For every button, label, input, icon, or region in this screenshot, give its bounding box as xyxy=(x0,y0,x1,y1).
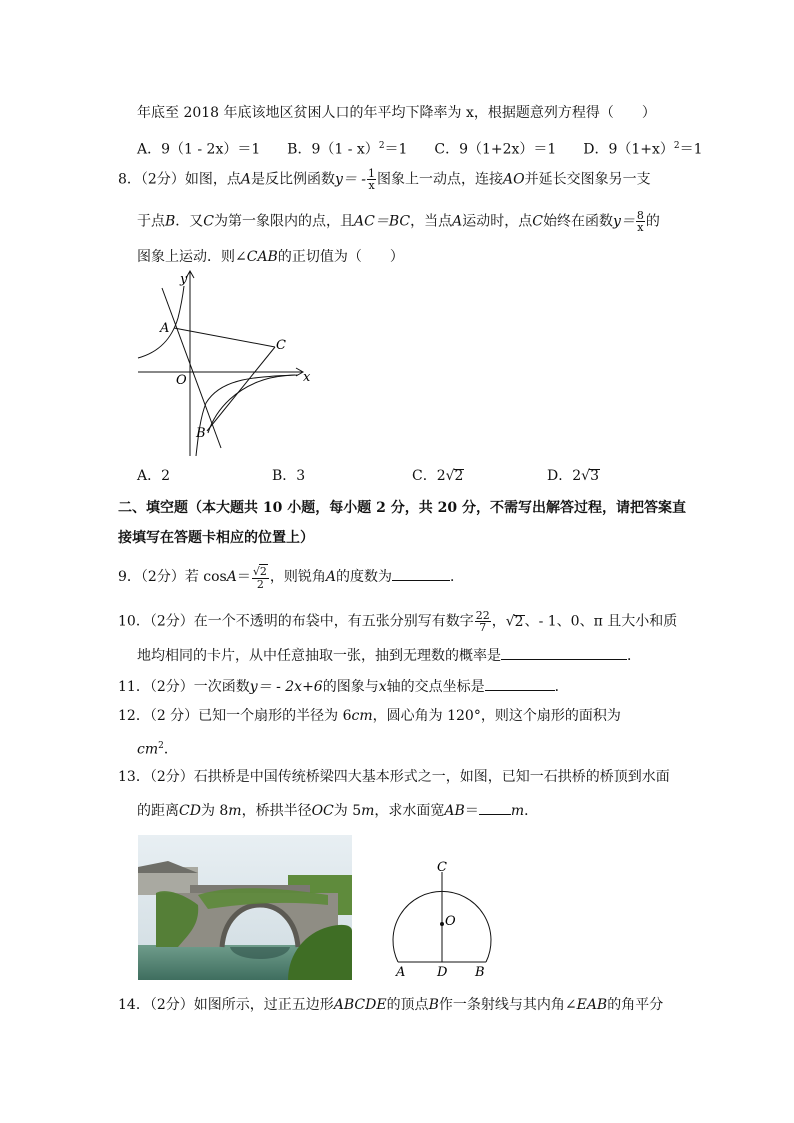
q8-function-2: y＝ xyxy=(612,213,635,230)
q13-m3: m xyxy=(510,803,525,819)
q10-post: 、- 1、0、π 且大小和质 xyxy=(524,613,678,630)
q14-abcde: ABCDE xyxy=(333,997,387,1013)
q10-mid: ， xyxy=(491,613,506,630)
q8-point-c2: C xyxy=(532,213,543,230)
graph-label-x: x xyxy=(303,370,311,385)
line-bc xyxy=(207,347,275,431)
q10-line2 xyxy=(137,645,641,666)
q12-unit: cm xyxy=(137,741,159,758)
line-ac xyxy=(174,328,275,347)
q13-answer-blank[interactable] xyxy=(479,800,511,815)
q8-option-c: C．2√2 xyxy=(412,468,464,484)
q14-end: 的角平分 xyxy=(607,997,664,1013)
q9 xyxy=(118,564,464,590)
q10-answer-blank[interactable] xyxy=(501,645,627,660)
q13-m1: m xyxy=(228,803,242,819)
q13-ab: AB xyxy=(444,803,465,819)
q9-pre: 9．（2分）若 cos xyxy=(118,569,227,585)
q11-x: x xyxy=(378,679,387,695)
q9-post2: 的度数为 xyxy=(335,569,392,585)
q9-a: A xyxy=(226,569,237,585)
q13-oc: OC xyxy=(311,803,334,819)
q8-line2-c: 为第一象限内的点，且 xyxy=(214,213,355,230)
q13-m2: m xyxy=(361,803,375,819)
q8-line3-b: 的正切值为（ ） xyxy=(277,249,404,265)
q8-text3: 并延长交图象另一支 xyxy=(524,171,651,188)
q11-function: y＝ - 2x+6 xyxy=(249,679,323,695)
label-c: C xyxy=(437,860,447,875)
q13-l2c: ，桥拱半径 xyxy=(241,803,312,819)
q8-line3-a: 图象上运动．则∠ xyxy=(137,249,247,265)
q12-line1 xyxy=(118,706,621,726)
section2-title-line1: 二、填空题（本大题共 10 小题，每小题 2 分，共 20 分，不需写出解答过程，请把答案直 xyxy=(118,500,686,516)
q8-line2-e: 运动时，点 xyxy=(462,213,533,230)
q9-post: ，则锐角 xyxy=(269,569,326,585)
q8-line2-a: 于点 xyxy=(137,213,165,230)
section2-title-line2: 接填写在答题卡相应的位置上） xyxy=(118,530,314,546)
q11-end: ． xyxy=(554,679,569,695)
q13-l2b: 为 8 xyxy=(200,803,229,819)
q8-number: 8．（2分）如图，点 xyxy=(118,171,241,188)
q8-point-b: B xyxy=(165,213,176,230)
q14-pre: 14．（2分）如图所示，过正五边形 xyxy=(118,997,334,1013)
q9-a2: A xyxy=(325,569,336,585)
center-o xyxy=(440,922,444,926)
q8-graph xyxy=(130,268,330,458)
q12-post: ，圆心角为 120°，则这个扇形的面积为 xyxy=(372,708,621,724)
q7-option-b: B．9（1 - x） xyxy=(287,141,379,158)
q8-option-a: A．2 xyxy=(137,468,171,484)
q8-line3 xyxy=(137,247,404,267)
curve-c-branch xyxy=(208,375,298,433)
q8-option-d-radicand: 3 xyxy=(590,468,599,484)
q8-option-c-radicand: 2 xyxy=(454,468,464,484)
hyperbola-branch-4 xyxy=(196,375,295,456)
q10-line1: 10．（2分）在一个不透明的布袋中，有五张分别写有数字 $\frac{22}{7}$ ，√2、- 1、0、π 且大小和质 xyxy=(118,609,678,634)
q13-l2d: 为 5 xyxy=(333,803,362,819)
q8-option-d: D．2√3 xyxy=(547,468,599,484)
q7-options xyxy=(137,136,703,160)
q8-option-b: B．3 xyxy=(272,468,306,484)
q12-unit-power: 2 xyxy=(158,741,164,751)
q8-cab: CAB xyxy=(246,249,278,265)
q12-line2 xyxy=(137,736,178,760)
q8-line2-f: 始终在函数 xyxy=(542,213,613,230)
q11-mid: 的图象与 xyxy=(322,679,379,695)
q8-text2: 图象上一动点，连接 xyxy=(377,171,504,188)
graph-label-a: A xyxy=(160,321,170,336)
graph-label-o: O xyxy=(176,373,187,388)
q8-ac-bc: AC＝BC xyxy=(354,213,411,230)
q8-point-a2: A xyxy=(452,213,463,230)
q14-mid: 的顶点 xyxy=(386,997,429,1013)
q9-fraction: $\frac{√2}{2}$ xyxy=(252,565,267,591)
label-d: D xyxy=(437,965,448,980)
q14 xyxy=(118,995,663,1015)
q8-ao: AO xyxy=(503,171,525,188)
q8-text1: 是反比例函数 xyxy=(250,171,335,188)
q8-line2-d: ，当点 xyxy=(410,213,453,230)
q11-answer-blank[interactable] xyxy=(485,676,555,691)
q13-l2g: ． xyxy=(524,803,539,819)
q10-fraction: $\frac{22}{7}$ xyxy=(475,609,490,634)
q7-option-b-suffix: ＝1 xyxy=(384,141,408,158)
q7-option-a: A．9（1 - 2x）＝1 xyxy=(137,141,261,158)
graph-label-b: B xyxy=(196,426,206,441)
q7-option-d: D．9（1+x） xyxy=(583,141,674,158)
graph-label-c: C xyxy=(276,338,286,353)
q8-point-c: C xyxy=(203,213,215,230)
q9-eq: ＝ xyxy=(236,569,251,585)
q10-end: ． xyxy=(627,648,641,664)
q13-l2e: ，求水面宽 xyxy=(374,803,445,819)
q7-stem-tail: 年底至 2018 年底该地区贫困人口的年平均下降率为 x，根据题意列方程得（ ） xyxy=(137,105,656,121)
q13-l2a: 的距离 xyxy=(137,803,179,819)
q8-function-1: y＝ - xyxy=(334,171,367,188)
q12-end: ． xyxy=(163,741,178,758)
bridge-photo xyxy=(138,835,352,980)
q14-b: B xyxy=(428,997,439,1013)
q9-end: ． xyxy=(449,569,464,585)
graph-label-y: y xyxy=(180,272,188,287)
label-a: A xyxy=(396,965,406,980)
q8-fraction-2: $\frac{8}{x}$ xyxy=(636,209,644,234)
q7-option-d-power: 2 xyxy=(673,141,680,151)
label-b: B xyxy=(475,965,485,980)
label-o: O xyxy=(445,914,456,929)
q8-point-a: A xyxy=(240,171,251,188)
q10-pre: 10．（2分）在一个不透明的布袋中，有五张分别写有数字 xyxy=(118,613,474,630)
q13-l2f: ＝ xyxy=(464,803,479,819)
q9-answer-blank[interactable] xyxy=(392,566,450,581)
q7-option-d-suffix: ＝1 xyxy=(679,141,703,158)
q11 xyxy=(118,676,569,697)
q8-line1 xyxy=(118,168,651,191)
q11-post: 轴的交点坐标是 xyxy=(386,679,485,695)
q13-line2 xyxy=(137,800,538,821)
q12-cm: cm xyxy=(351,708,373,724)
q13-cd: CD xyxy=(179,803,201,819)
q14-post: 作一条射线与其内角∠ xyxy=(438,997,577,1013)
q10-radicand: 2 xyxy=(514,613,524,630)
q8-fraction-1: $\frac{1}{x}$ xyxy=(368,167,376,192)
q8-line2-g: 的 xyxy=(645,213,660,230)
q13-diagram xyxy=(385,860,500,980)
q12-pre: 12．（2 分）已知一个扇形的半径为 6 xyxy=(118,708,352,724)
q11-pre: 11．（2分）一次函数 xyxy=(118,679,250,695)
q7-option-c: C．9（1+2x）＝1 xyxy=(434,141,557,158)
q7-option-b-power: 2 xyxy=(378,141,385,151)
q8-line2 xyxy=(137,210,660,233)
q8-line2-b: ．又 xyxy=(175,213,204,230)
q10-line2-text: 地均相同的卡片，从中任意抽取一张，抽到无理数的概率是 xyxy=(137,648,501,664)
q13-line1: 13．（2分）石拱桥是中国传统桥梁四大基本形式之一，如图，已知一石拱桥的桥顶到水面 xyxy=(118,769,670,785)
q14-eab: EAB xyxy=(576,997,608,1013)
